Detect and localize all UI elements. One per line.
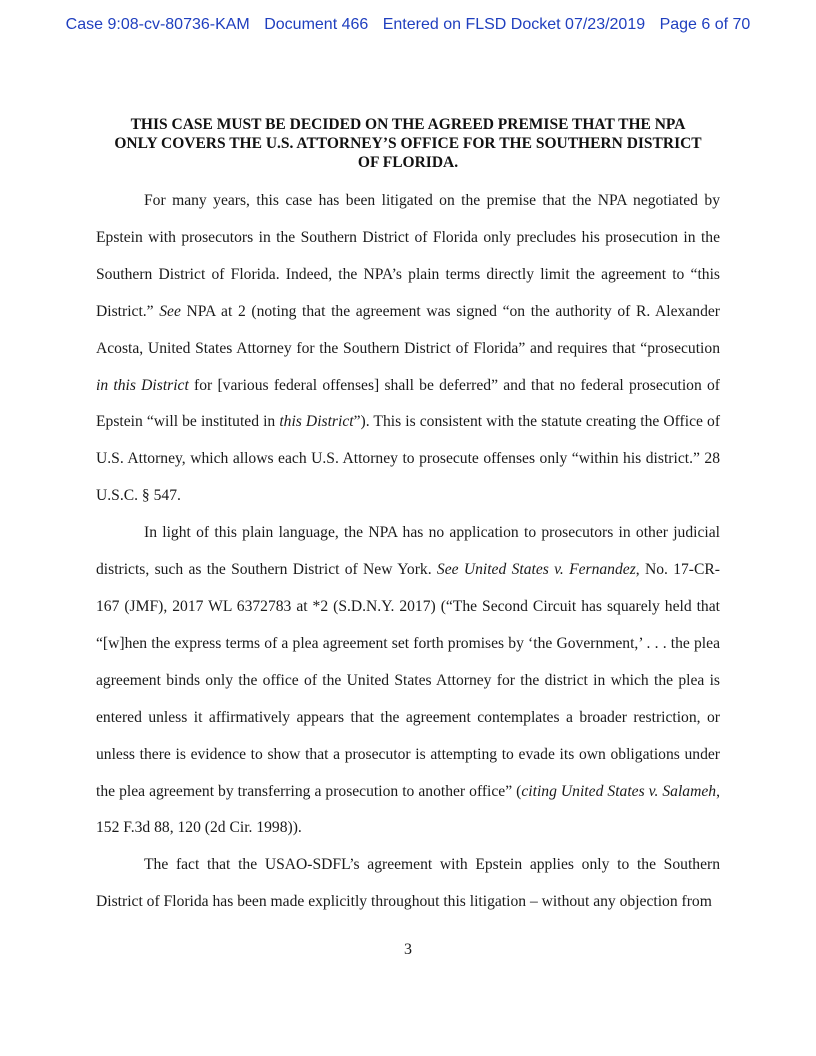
- p2-text-b: , No. 17-CR-167 (JMF), 2017 WL 6372783 at *2 (S.D.N.Y. 2017) (“The Second Circuit has squarely held that “[w]hen the express terms of a plea agreement set forth promises by ‘the Government,’ . . . the plea agreement binds only the office of the United States Attorney for the district in which the plea is entered unless it affirmatively appears that the agreement contemplates a broader restriction, or unless there is evidence to show that a prosecutor is attempting to evade its own obligations under the plea agreement by transferring a prosecution to another office” (: [96, 561, 720, 800]
- p2-text-c: , 152 F.3d 88, 120 (2d Cir. 1998)).: [96, 782, 720, 837]
- docket-stamp: [0, 16, 816, 34]
- document-number: Document 466: [264, 16, 369, 33]
- page-count: Page 6 of 70: [659, 16, 751, 33]
- p1-italic-in-district: in this District: [96, 376, 189, 394]
- p1-text-a: For many years, this case has been litigated on the premise that the NPA negotiated by Epstein with prosecutors in the Southern District of Florida only precludes his prosecution in the Southern District of Florida. Indeed, the NPA’s plain terms directly limit the agreement to “this District.”: [96, 192, 720, 320]
- heading-line-1: THIS CASE MUST BE DECIDED ON THE AGREED PREMISE THAT THE NPA: [130, 116, 686, 133]
- p3-text: The fact that the USAO-SDFL’s agreement with Epstein applies only to the Southern District of Florida has been made explicitly throughout this litigation – without any objection from: [96, 856, 720, 911]
- p2-case-citation: See United States v. Fernandez: [436, 561, 636, 579]
- p1-signal-see: See: [159, 302, 181, 320]
- paragraph-1: [96, 183, 720, 515]
- paragraph-2: [96, 515, 720, 847]
- p1-text-c: for [various federal offenses] shall be deferred” and that no federal prosecution of Epstein “will be instituted in: [96, 376, 720, 431]
- p1-text-d: ”). This is consistent with the statute creating the Office of U.S. Attorney, which allows each U.S. Attorney to prosecute offenses only “within his district.” 28 U.S.C. § 547.: [96, 413, 721, 505]
- p2-text-a: In light of this plain language, the NPA has no application to prosecutors in other judicial districts, such as the Southern District of New York.: [96, 524, 720, 579]
- case-number: Case 9:08-cv-80736-KAM: [65, 16, 250, 33]
- heading-line-2: ONLY COVERS THE U.S. ATTORNEY’S OFFICE FOR THE SOUTHERN DISTRICT: [114, 135, 702, 152]
- paragraph-3: [96, 847, 720, 921]
- section-heading: [96, 115, 720, 172]
- p1-text-b: NPA at 2 (noting that the agreement was signed “on the authority of R. Alexander Acosta, United States Attorney for the Southern District of Florida” and requires that “prosecution: [96, 302, 720, 357]
- heading-line-3: OF FLORIDA.: [357, 154, 459, 171]
- p1-italic-this-district: this District: [279, 413, 354, 431]
- page-number: 3: [404, 941, 412, 958]
- body-text: [96, 183, 720, 921]
- entered-date: Entered on FLSD Docket 07/23/2019: [382, 16, 646, 33]
- p2-citing-case: citing United States v. Salameh: [521, 782, 717, 800]
